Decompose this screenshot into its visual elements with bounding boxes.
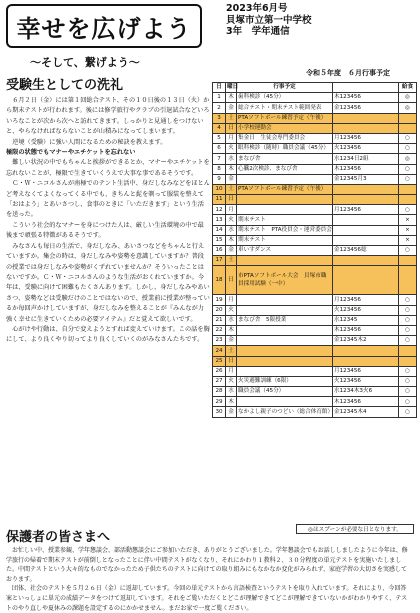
weekday-cell: 月	[226, 295, 237, 305]
day-cell: 26	[213, 366, 226, 376]
schedule-row	[213, 195, 417, 205]
schedule-row	[213, 225, 417, 235]
schedule-row	[213, 154, 417, 164]
weekday-cell: 金	[226, 336, 237, 346]
schedule-note: ◎はスプーンが必要な日となります。	[296, 524, 414, 534]
lunch-cell	[399, 195, 417, 205]
timetable-cell: 金12345木4	[333, 407, 399, 417]
weekday-cell: 木	[226, 164, 237, 174]
timetable-cell: 木123456	[333, 397, 399, 407]
schedule-row	[213, 174, 417, 184]
lunch-cell	[399, 123, 417, 133]
lunch-cell: ×	[399, 215, 417, 225]
lunch-cell	[399, 256, 417, 266]
lunch-cell: ○	[399, 376, 417, 386]
event-cell	[237, 397, 333, 407]
lunch-cell: ○	[399, 295, 417, 305]
event-cell: 期末テスト PTA役員会・運営委員会	[237, 225, 333, 235]
event-cell	[237, 195, 333, 205]
lunch-cell: ○	[399, 366, 417, 376]
timetable-cell: 月123456	[333, 366, 399, 376]
day-cell: 23	[213, 336, 226, 346]
timetable-cell: 水1234木3火6	[333, 387, 399, 397]
day-cell: 19	[213, 295, 226, 305]
schedule-row	[213, 346, 417, 356]
section2-title: 保護者の皆さまへ	[6, 530, 111, 545]
timetable-cell: 月123456	[333, 133, 399, 143]
weekday-cell: 金	[226, 103, 237, 113]
schedule-row	[213, 184, 417, 194]
weekday-cell: 土	[226, 346, 237, 356]
day-cell: 21	[213, 315, 226, 325]
event-cell	[237, 356, 333, 366]
day-cell: 1	[213, 93, 226, 103]
day-cell: 14	[213, 225, 226, 235]
paragraph: ６月２日（金）には第１回総合テスト、その１０日後の１３日（火）から期末テストが行われます。後には修学旅行やクラブの引退試合などいろいろなことが次から次へと訪れてきます。しっかりと見通しをつけないと、やらなければならないことが山積みになってしまいます。	[6, 97, 210, 136]
timetable-cell: 金123456	[333, 103, 399, 113]
schedule-row	[213, 235, 417, 245]
schedule-row	[213, 246, 417, 256]
timetable-cell: 木123456	[333, 164, 399, 174]
event-cell: 総合テスト・期末テスト範囲発表	[237, 103, 333, 113]
timetable-cell: 火123456	[333, 305, 399, 315]
weekday-cell: 月	[226, 133, 237, 143]
timetable-cell: 木123456	[333, 325, 399, 335]
lunch-cell: ○	[399, 133, 417, 143]
day-cell: 30	[213, 407, 226, 417]
schedule-row	[213, 397, 417, 407]
schedule-row	[213, 336, 417, 346]
weekday-cell: 金	[226, 246, 237, 256]
schedule-body	[213, 93, 417, 417]
section2-body	[6, 546, 412, 613]
event-cell: 期末テスト	[237, 235, 333, 245]
timetable-cell	[333, 356, 399, 366]
weekday-cell: 水	[226, 387, 237, 397]
weekday-cell: 木	[226, 397, 237, 407]
lunch-cell: ○	[399, 336, 417, 346]
schedule-row	[213, 356, 417, 366]
weekday-cell: 日	[226, 356, 237, 366]
lunch-cell: ○	[399, 397, 417, 407]
event-cell	[237, 295, 333, 305]
lunch-cell	[399, 113, 417, 123]
day-cell: 5	[213, 133, 226, 143]
event-cell: 小学校運動会	[237, 123, 333, 133]
schedule-row	[213, 133, 417, 143]
day-cell: 11	[213, 195, 226, 205]
schedule-row	[213, 376, 417, 386]
timetable-cell: 金12345月3	[333, 174, 399, 184]
lunch-cell: ○	[399, 164, 417, 174]
issue-date: 2023年6月号	[226, 3, 288, 14]
schedule-row	[213, 103, 417, 113]
paragraph: Ｃ・Ｗ・ニコルさんが南極でのテント生活中、身だしなみなどをほとんど考えなくてよくなってくる中でも、きちんと髭を剃って服装を整えて「おはよう」とあいさつし、食事のときに「いただきます」という生活を送った。	[6, 180, 210, 219]
day-cell: 4	[213, 123, 226, 133]
lunch-cell	[399, 184, 417, 194]
day-cell: 12	[213, 205, 226, 215]
schedule-header-row	[213, 83, 417, 93]
timetable-cell: 水1234日2組	[333, 154, 399, 164]
col-header-timetable	[333, 83, 399, 93]
day-cell: 2	[213, 103, 226, 113]
schedule-row	[213, 164, 417, 174]
day-cell: 6	[213, 144, 226, 154]
paragraph: みなさんも毎日の生活で、身だしなみ、あいさつなどをちゃんと行えていますか。集会の時は、身だしなみや姿勢を意識していますか？普段の授業では身だしなみや姿勢がくずれていませんか？そういったことはないですか。Ｃ・Ｗ・ニコルさんのような生活がおくれていますか。今年は、受験に向けて困難もたくさんあります。しかし、身だしなみやあいさつ、姿勢などは受験だけのことではないので、授業前に授業が整っているか毎回声かけしていますが、身だしなみを整えることが『みんなが力強く幸せに生きていくための必要アイテム』だと覚えて欲しいです。	[6, 242, 210, 323]
paragraph: 心がけや行動は、自分で変えようとすれば変えていけます。この話を胸にして、より良くやり切ってより良くしていくのがみなさんたちです。	[6, 325, 210, 344]
timetable-cell	[333, 266, 399, 295]
day-cell: 29	[213, 397, 226, 407]
weekday-cell: 日	[226, 266, 237, 295]
timetable-cell: 金12345木2	[333, 336, 399, 346]
schedule-row	[213, 93, 417, 103]
weekday-cell: 火	[226, 215, 237, 225]
day-cell: 17	[213, 256, 226, 266]
day-cell: 13	[213, 215, 226, 225]
schedule-table	[212, 82, 417, 418]
timetable-cell	[333, 235, 399, 245]
schedule-row	[213, 123, 417, 133]
schedule-row	[213, 205, 417, 215]
timetable-cell: 月123456	[333, 205, 399, 215]
day-cell: 22	[213, 325, 226, 335]
timetable-cell	[333, 346, 399, 356]
schedule-row	[213, 113, 417, 123]
lunch-cell: ○	[399, 315, 417, 325]
weekday-cell: 月	[226, 366, 237, 376]
lunch-cell	[399, 346, 417, 356]
weekday-cell: 水	[226, 154, 237, 164]
schedule-row	[213, 315, 417, 325]
day-cell: 8	[213, 164, 226, 174]
event-cell: まなび舎 5限授業	[237, 315, 333, 325]
weekday-cell: 火	[226, 144, 237, 154]
event-cell	[237, 256, 333, 266]
event-cell: 火災避難訓練（6限）	[237, 376, 333, 386]
newsletter-title: 幸せを広げよう	[16, 14, 192, 43]
timetable-cell	[333, 123, 399, 133]
weekday-cell: 土	[226, 113, 237, 123]
event-cell: 職員会議（45分）	[237, 387, 333, 397]
lunch-cell: ○	[399, 205, 417, 215]
timetable-cell	[333, 195, 399, 205]
timetable-cell: 金123456総	[333, 246, 399, 256]
col-header-day: 日	[213, 83, 226, 93]
timetable-cell	[333, 215, 399, 225]
day-cell: 27	[213, 376, 226, 386]
weekday-cell: 土	[226, 184, 237, 194]
schedule-row	[213, 144, 417, 154]
event-cell	[237, 336, 333, 346]
lunch-cell: ◎	[399, 103, 417, 113]
event-cell: 眼科検診（随時）職員会議（45分）	[237, 144, 333, 154]
lunch-cell: ○	[399, 407, 417, 417]
lunch-cell: ○	[399, 246, 417, 256]
weekday-cell: 火	[226, 305, 237, 315]
timetable-cell: 火123456	[333, 144, 399, 154]
event-cell	[237, 346, 333, 356]
paragraph: 難しい状況の中でもちゃんと挨拶ができるとか、マナーやエチケットを忘れないことが、極限で生きていくうえで大事な事であるそうです。	[6, 159, 210, 177]
section1-title: 受験生としての洗礼	[6, 78, 124, 93]
col-header-weekday: 曜日	[226, 83, 237, 93]
event-cell: PTAソフトボール練習予定（午後）	[237, 113, 333, 123]
event-cell: 車いすダンス	[237, 246, 333, 256]
weekday-cell: 金	[226, 407, 237, 417]
event-cell: 市PTAソフトボール大会 貝塚市職員採用試験（一中）	[237, 266, 333, 295]
schedule-row	[213, 295, 417, 305]
lunch-cell: ○	[399, 174, 417, 184]
event-cell: 集金日 生徒会専門委員会	[237, 133, 333, 143]
section1-subheading: 極限の状態でもマナーやエチケットを忘れない	[6, 149, 136, 157]
event-cell: なかよし親子のつどい（総合体育館）	[237, 407, 333, 417]
timetable-cell: 水12345	[333, 315, 399, 325]
weekday-cell: 日	[226, 123, 237, 133]
day-cell: 7	[213, 154, 226, 164]
day-cell: 15	[213, 235, 226, 245]
lunch-cell: ×	[399, 225, 417, 235]
lunch-cell: ◎	[399, 154, 417, 164]
event-cell: 期末テスト	[237, 215, 333, 225]
schedule-row	[213, 305, 417, 315]
weekday-cell: 木	[226, 325, 237, 335]
weekday-cell: 土	[226, 256, 237, 266]
newsletter-subtitle: ～そして、繋げよう～	[30, 56, 140, 69]
schedule-row	[213, 266, 417, 295]
lunch-cell: ◎	[399, 93, 417, 103]
schedule-title: 令和５年度 ６月行事予定	[306, 69, 390, 77]
event-cell	[237, 174, 333, 184]
schedule-row	[213, 387, 417, 397]
day-cell: 3	[213, 113, 226, 123]
event-cell: PTAソフトボール練習予定（午後）	[237, 184, 333, 194]
day-cell: 28	[213, 387, 226, 397]
weekday-cell: 日	[226, 195, 237, 205]
day-cell: 18	[213, 266, 226, 295]
timetable-cell: 火123456	[333, 376, 399, 386]
weekday-cell: 月	[226, 205, 237, 215]
schedule-row	[213, 407, 417, 417]
weekday-cell: 火	[226, 376, 237, 386]
day-cell: 9	[213, 174, 226, 184]
paragraph: 逆境（受験）に強い人間になるための秘訣を教えます。	[12, 138, 167, 146]
event-cell	[237, 366, 333, 376]
lunch-cell	[399, 356, 417, 366]
event-cell	[237, 325, 333, 335]
schedule-row	[213, 366, 417, 376]
timetable-cell: 月123456	[333, 295, 399, 305]
schedule-row	[213, 256, 417, 266]
title-box	[6, 4, 202, 48]
lunch-cell: ○	[399, 144, 417, 154]
event-cell: 歯科検診（45分）	[237, 93, 333, 103]
paragraph: こういう社会的なマナーを身につけた人は、厳しい生活環境の中で最後まで頑張る特徴があるそうです。	[6, 221, 204, 240]
paragraph: お忙しい中、授業参観、学年懇談会、部活動懇談会にご参加いただき、ありがとうございました。学年懇談会でもお話ししましたように今年は、修学旅行の帰着で期末テストが前倒しとなったことに伴い中間テストがなくなり、それにかわり１教科２、３０分程度の単元テストを実施いたしました。中間テストという大々的なものでなかったため子供たちのテストに向けての取り組みにもなかなか変化がみられず、家庭学習の大切さを実感しております。	[6, 547, 408, 583]
event-cell: まなび舎	[237, 154, 333, 164]
schedule-row	[213, 325, 417, 335]
event-cell	[237, 305, 333, 315]
section1-body	[6, 96, 210, 346]
schedule-row	[213, 215, 417, 225]
weekday-cell: 水	[226, 315, 237, 325]
col-header-lunch: 給食	[399, 83, 417, 93]
day-cell: 24	[213, 346, 226, 356]
paragraph: 団体、社会のテストを５月２６日（金）に返却しています。今回の単元テストから言語検査というテストを取り入れています。それにより、今回答案といっしょに単元の成績データをつけて返却しています。それをご覧いただくとどこが理解できてどこが理解できていないかがわかりやすく、テストのやり直しや夏休みの課題を設定するのにかかせません。まだお家で一度ご覧ください。	[6, 585, 408, 612]
timetable-cell	[333, 225, 399, 235]
lunch-cell: ○	[399, 325, 417, 335]
lunch-cell: ×	[399, 235, 417, 245]
day-cell: 20	[213, 305, 226, 315]
timetable-cell	[333, 184, 399, 194]
event-cell	[237, 205, 333, 215]
timetable-cell	[333, 113, 399, 123]
timetable-cell	[333, 256, 399, 266]
timetable-cell: 木123456	[333, 93, 399, 103]
grade-label: 3年 学年通信	[226, 26, 290, 37]
school-name: 貝塚市立第一中学校	[226, 14, 312, 26]
day-cell: 16	[213, 246, 226, 256]
weekday-cell: 木	[226, 93, 237, 103]
header-info	[226, 3, 312, 38]
weekday-cell: 水	[226, 225, 237, 235]
col-header-event: 行事予定	[237, 83, 333, 93]
event-cell: 心臓2次検診、まなび舎	[237, 164, 333, 174]
lunch-cell: ○	[399, 305, 417, 315]
lunch-cell	[399, 266, 417, 295]
lunch-cell: ○	[399, 387, 417, 397]
weekday-cell: 金	[226, 174, 237, 184]
day-cell: 25	[213, 356, 226, 366]
day-cell: 10	[213, 184, 226, 194]
weekday-cell: 木	[226, 235, 237, 245]
